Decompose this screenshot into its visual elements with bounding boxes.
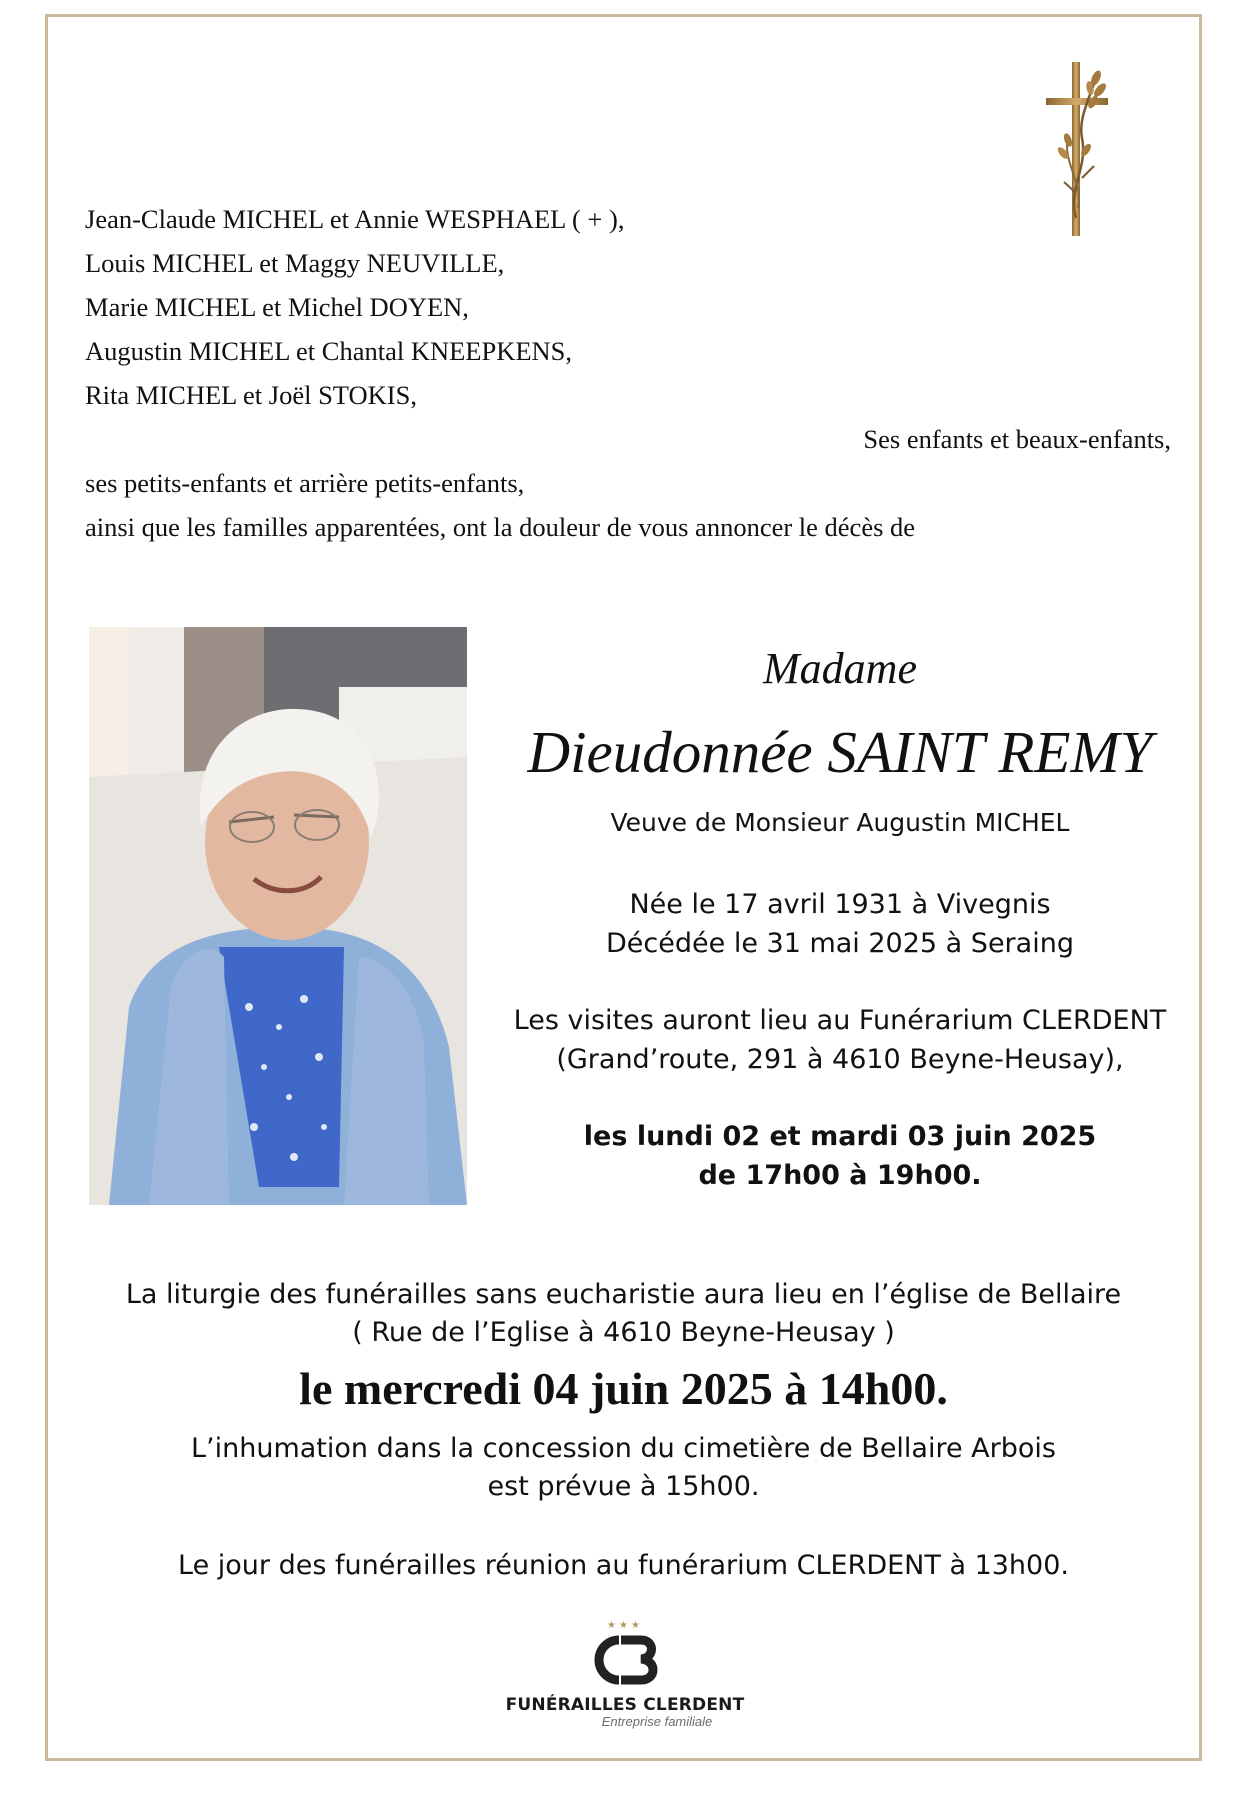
family-line-2: Louis MICHEL et Maggy NEUVILLE,	[85, 248, 505, 278]
liturgy-info	[45, 1276, 1202, 1352]
family-role: Ses enfants et beaux-enfants,	[863, 424, 1171, 454]
clerdent-cb-logo	[589, 1634, 661, 1686]
grandchildren-line: ses petits-enfants et arrière petits-enfants,	[85, 468, 525, 498]
deceased-title: Madame	[763, 644, 917, 693]
logo-name: FUNÉRAILLES CLERDENT	[505, 1695, 745, 1715]
death-line: Décédée le 31 mai 2025 à Seraing	[606, 928, 1074, 959]
burial-info	[45, 1430, 1202, 1506]
church-address: ( Rue de l’Eglise à 4610 Beyne-Heusay )	[352, 1317, 895, 1348]
logo-tagline: Entreprise familiale	[601, 1714, 713, 1729]
family-line-1: Jean-Claude MICHEL et Annie WESPHAEL ( + ),	[85, 204, 625, 234]
portrait-photo	[89, 627, 467, 1205]
logo-stars: ★★★	[607, 1620, 643, 1631]
visits-location: Les visites auront lieu au Funérarium CLERDENT	[513, 1005, 1167, 1036]
visits-address: (Grand’route, 291 à 4610 Beyne-Heusay),	[556, 1044, 1124, 1075]
widow-of: Veuve de Monsieur Augustin MICHEL	[610, 808, 1070, 837]
family-line-4: Augustin MICHEL et Chantal KNEEPKENS,	[85, 336, 573, 366]
funeral-date: le mercredi 04 juin 2025 à 14h00.	[299, 1363, 948, 1414]
liturgy-line: La liturgie des funérailles sans eucharistie aura lieu en l’église de Bellaire	[125, 1279, 1122, 1310]
visits-days: les lundi 02 et mardi 03 juin 2025	[583, 1121, 1097, 1152]
visits-schedule	[490, 1117, 1190, 1195]
family-line-3: Marie MICHEL et Michel DOYEN,	[85, 292, 469, 322]
announcement-line: ainsi que les familles apparentées, ont la douleur de vous annoncer le décès de	[85, 512, 916, 542]
family-line-5: Rita MICHEL et Joël STOKIS,	[85, 380, 417, 410]
life-dates	[490, 885, 1190, 963]
visits-hours: de 17h00 à 19h00.	[698, 1160, 982, 1191]
birth-line: Née le 17 avril 1931 à Vivegnis	[629, 889, 1051, 920]
family-block	[85, 197, 1185, 549]
visits-info	[490, 1001, 1190, 1079]
meeting-line: Le jour des funérailles réunion au funérarium CLERDENT à 13h00.	[178, 1550, 1069, 1581]
burial-line-1: L’inhumation dans la concession du cimetière de Bellaire Arbois	[191, 1433, 1056, 1464]
burial-line-2: est prévue à 15h00.	[487, 1471, 760, 1502]
deceased-name: Dieudonnée SAINT REMY	[527, 719, 1153, 785]
clerdent-logo	[470, 1620, 780, 1740]
